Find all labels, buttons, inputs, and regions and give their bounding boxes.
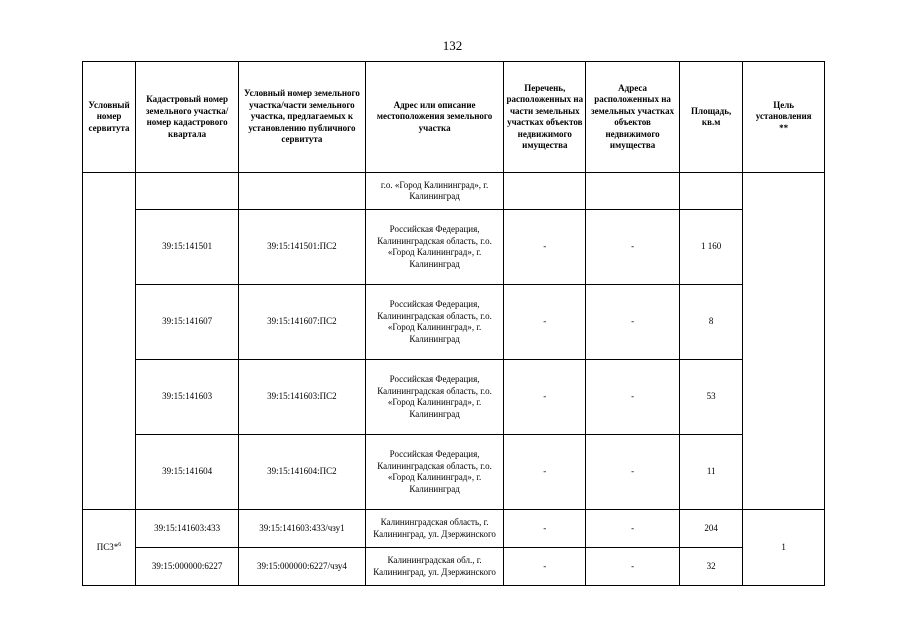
conditional-cell: 39:15:141607:ПС2 [239,285,366,360]
servitude-footnote: 6 [118,541,122,548]
address-cell: Российская Федерация, Калининградская область, г.о. «Город Калининград», г. Калининград [365,285,504,360]
area-cell: 1 160 [680,210,743,285]
purpose-cell-ps2 [743,173,825,510]
objects-cell: - [504,435,586,510]
area-cell: 32 [680,548,743,586]
cadastral-cell: 39:15:141604 [136,435,239,510]
objects-cell: - [504,510,586,548]
table-row [83,285,825,360]
header-servitude-number: Условный номер сервитута [83,62,136,173]
area-cell: 8 [680,285,743,360]
object-addresses-cell: - [586,360,680,435]
area-cell [680,173,743,210]
cadastral-cell [136,173,239,210]
address-cell: Российская Федерация, Калининградская область, г.о. «Город Калининград», г. Калининград [365,360,504,435]
header-conditional-number: Условный номер земельного участка/части земельного участка, предлагаемых к установлению публичного сервитута [239,62,366,173]
cadastral-cell: 39:15:141607 [136,285,239,360]
area-cell: 204 [680,510,743,548]
header-purpose [743,62,825,173]
cadastral-cell: 39:15:141501 [136,210,239,285]
cadastral-cell: 39:15:141603 [136,360,239,435]
object-addresses-cell: - [586,548,680,586]
conditional-cell: 39:15:141604:ПС2 [239,435,366,510]
cadastral-cell: 39:15:141603:433 [136,510,239,548]
table-row [83,360,825,435]
address-cell: Российская Федерация, Калининградская область, г.о. «Город Калининград», г. Калининград [365,435,504,510]
header-area: Площадь, кв.м [680,62,743,173]
header-objects-addresses: Адреса расположенных на земельных участках объектов недвижимого имущества [586,62,680,173]
objects-cell [504,173,586,210]
object-addresses-cell: - [586,435,680,510]
table-row [83,173,825,210]
header-cadastral-number: Кадастровый номер земельного участка/номер кадастрового квартала [136,62,239,173]
servitude-number-cell [83,510,136,586]
address-cell: Калининградская обл., г. Калининград, ул. Дзержинского [365,548,504,586]
object-addresses-cell [586,173,680,210]
area-cell: 53 [680,360,743,435]
conditional-cell: 39:15:141501:ПС2 [239,210,366,285]
table-row [83,548,825,586]
address-cell: Российская Федерация, Калининградская область, г.о. «Город Калининград», г. Калининград [365,210,504,285]
object-addresses-cell: - [586,210,680,285]
header-address: Адрес или описание местоположения земельного участка [365,62,504,173]
servitude-table [82,61,825,586]
table-row [83,210,825,285]
cadastral-cell: 39:15:000000:6227 [136,548,239,586]
purpose-cell: 1 [743,510,825,586]
header-purpose-mark: ** [779,122,789,133]
header-objects-list: Перечень, расположенных на части земельных участках объектов недвижимого имущества [504,62,586,173]
header-purpose-label: Цель установления [755,99,812,122]
servitude-number: ПС3* [96,541,119,552]
objects-cell: - [504,360,586,435]
conditional-cell: 39:15:000000:6227/чзу4 [239,548,366,586]
table-row [83,435,825,510]
objects-cell: - [504,285,586,360]
area-cell: 11 [680,435,743,510]
objects-cell: - [504,548,586,586]
address-cell: Калининградская область, г. Калининград, ул. Дзержинского [365,510,504,548]
conditional-cell: 39:15:141603:ПС2 [239,360,366,435]
objects-cell: - [504,210,586,285]
object-addresses-cell: - [586,510,680,548]
table-header-row [83,62,825,173]
conditional-cell: 39:15:141603:433/чзу1 [239,510,366,548]
page-number: 132 [442,38,463,53]
table-row [83,510,825,548]
object-addresses-cell: - [586,285,680,360]
conditional-cell [239,173,366,210]
address-cell: г.о. «Город Калининград», г. Калининград [365,173,504,210]
servitude-cell-ps2 [83,173,136,510]
